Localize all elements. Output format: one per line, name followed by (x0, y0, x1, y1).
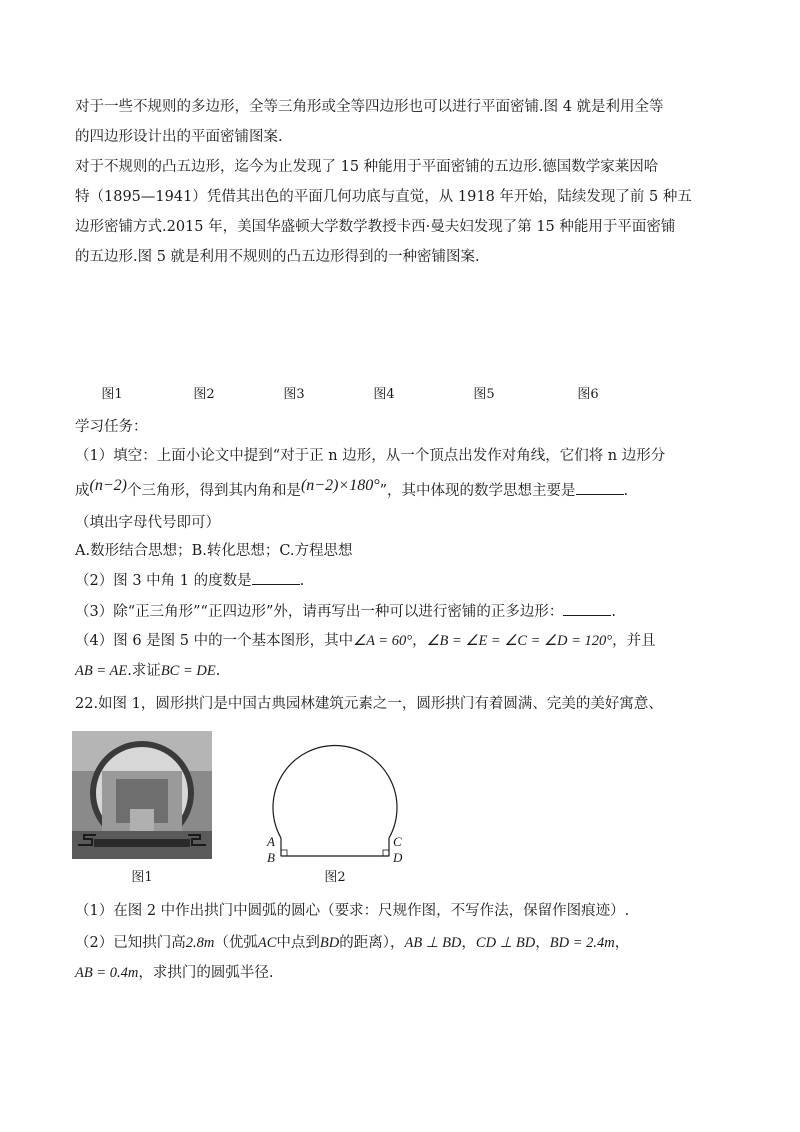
figure-row (0, 270, 800, 385)
problem-22-q1: （1）在图 2 中作出拱门中圆弧的圆心（要求：尺规作图，不写作法，保留作图痕迹）. (75, 903, 630, 919)
task-4-end: . (215, 663, 221, 679)
task-3 (75, 601, 616, 622)
intro-paragraph-2-line-4: 的五边形.图 5 就是利用不规则的凸五边形得到的一种密铺图案. (75, 249, 480, 265)
arch-label-b: B (267, 850, 275, 865)
arch-diagram (255, 718, 415, 868)
q2-distance-text: 的距离）， (339, 935, 405, 951)
intro-paragraph-2-line-3: 边形密铺方式.2015 年，美国华盛顿大学数学教授卡西·曼夫妇发现了第 15 种能用于平面密铺 (75, 219, 676, 235)
task-4-prefix: （4）图 6 是图 5 中的一个基本图形，其中 (75, 633, 354, 649)
problem-22-intro: 22.如图 1，圆形拱门是中国古典园林建筑元素之一，圆形拱门有着圆满、完美的美好寓意、 (75, 696, 663, 712)
task-3-text: （3）除“正三角形”“正四边形”外，请再写出一种可以进行密铺的正多边形： (75, 604, 564, 620)
task-4-line-2 (75, 661, 220, 681)
task-1-post: ”，其中体现的数学思想主要是 (379, 483, 576, 499)
q2-prefix: （2）已知拱门高 (75, 935, 186, 951)
task-3-answer-blank[interactable] (563, 601, 611, 616)
task-1-mid: 个三角形，得到其内角和是 (126, 483, 301, 499)
arch-label-a: A (267, 834, 275, 849)
task-4-line-1 (75, 631, 656, 651)
task-1-line-2 (75, 477, 629, 501)
fig4-caption: 图4 (373, 387, 395, 402)
problem-22-fig1-caption: 图1 (131, 870, 153, 885)
task-1-note: （填出字母代号即可） (75, 515, 220, 531)
task-4-sep: ， (412, 633, 427, 649)
problem-22-q2-line-2 (75, 963, 273, 983)
q2-midpoint-text: 中点到 (276, 935, 320, 951)
task-2-text: （2）图 3 中角 1 的度数是 (75, 573, 252, 589)
task-4-bc-de: BC = DE (160, 663, 216, 679)
fig1-caption: 图1 (101, 387, 123, 402)
task-1-answer-blank[interactable] (576, 480, 624, 495)
q2-bd: BD (319, 935, 340, 951)
q2-height: 2.8m (185, 935, 215, 951)
task-1-line-1: （1）填空：上面小论文中提到“对于正 n 边形，从一个顶点出发作对角线，它们将 n 边形分 (75, 448, 666, 464)
q2-comma-2: ， (535, 935, 550, 951)
task-2-end: . (299, 573, 305, 589)
fig5-caption: 图5 (473, 387, 495, 402)
fig3-caption: 图3 (283, 387, 305, 402)
q2-arc-label: AC (257, 935, 277, 951)
task-1-expr-n-minus-2: (n−2) (89, 477, 127, 494)
task-1-prefix: 成 (75, 483, 90, 499)
task-1-expr-angle-sum: (n−2)×180° (300, 477, 380, 494)
problem-22-q2-line-1 (75, 933, 629, 953)
q2-ab-length: AB = 0.4m (75, 965, 139, 981)
fig2-caption: 图2 (193, 387, 215, 402)
moon-gate-photo (72, 731, 212, 859)
task-1-end: . (623, 483, 629, 499)
task-3-end: . (611, 604, 616, 620)
intro-paragraph-1-line-2: 的四边形设计出的平面密铺图案. (75, 129, 283, 145)
fig6-caption: 图6 (577, 387, 599, 402)
task-2-answer-blank[interactable] (252, 570, 300, 585)
arch-label-c: C (393, 834, 402, 849)
task-4-prove: .求证 (127, 663, 161, 679)
q2-comma-1: ， (461, 935, 476, 951)
intro-paragraph-2-line-2: 特（1895—1941）凭借其出色的平面几何功底与直觉，从 1918 年开始，陆续发现了前 5 种五 (75, 189, 692, 205)
task-4-ab-ae: AB = AE (75, 663, 128, 679)
q2-arc-text: （优弧 (214, 935, 258, 951)
task-2 (75, 570, 304, 591)
task-4-angle-a: ∠A = 60° (353, 633, 413, 649)
problem-22-fig2-caption: 图2 (324, 870, 346, 885)
intro-paragraph-2-line-1: 对于不规则的凸五边形，迄今为止发现了 15 种能用于平面密铺的五边形.德国数学家莱因哈 (75, 159, 659, 175)
q2-ask: ，求拱门的圆弧半径. (138, 965, 274, 981)
q2-ab-perp-bd: AB ⊥ BD (404, 935, 462, 951)
tasks-heading: 学习任务： (75, 419, 148, 435)
q2-cd-perp-bd: CD ⊥ BD (475, 935, 536, 951)
task-4-angles-bcde: ∠B = ∠E = ∠C = ∠D = 120° (426, 633, 613, 649)
q2-comma-3: ， (614, 935, 630, 951)
intro-paragraph-1-line-1: 对于一些不规则的多边形，全等三角形或全等四边形也可以进行平面密铺.图 4 就是利用全等 (75, 99, 664, 115)
task-1-options: A.数形结合思想；B.转化思想；C.方程思想 (75, 543, 353, 559)
q2-bd-length: BD = 2.4m (549, 935, 615, 951)
arch-label-d: D (393, 850, 403, 865)
task-4-post: ，并且 (612, 633, 656, 649)
